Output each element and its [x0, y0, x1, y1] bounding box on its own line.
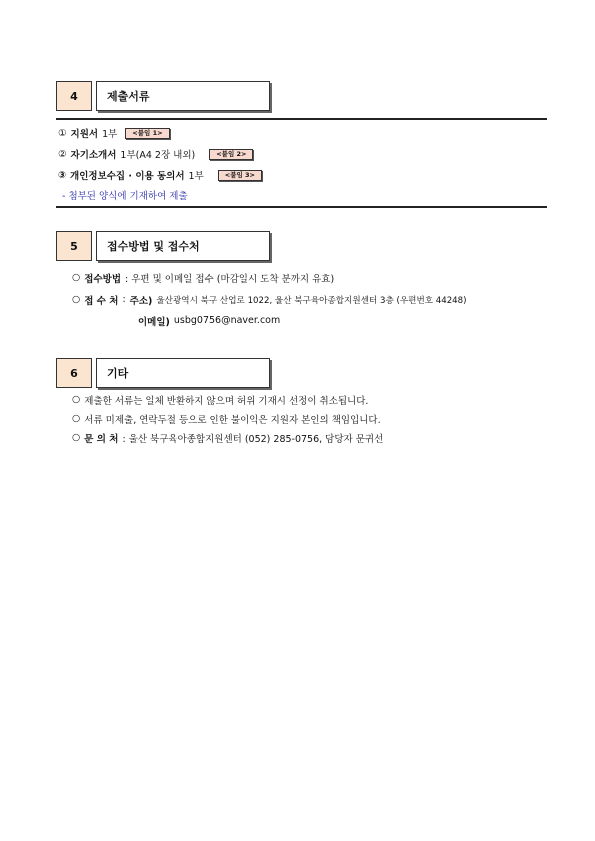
- attachment-tag: <붙임 3>: [218, 170, 262, 181]
- item-name: 개인정보수집 · 이용 동의서: [70, 171, 185, 182]
- item-marker: ③: [58, 169, 67, 181]
- section-title: 접수방법 및 접수처: [96, 231, 270, 261]
- other-text: 서류 미제출, 연락두절 등으로 인한 불이익은 지원자 본인의 책임입니다.: [84, 414, 381, 426]
- document-item-3: [58, 168, 262, 182]
- item-count: 1부: [102, 129, 118, 140]
- email-label: 이메일): [138, 316, 170, 328]
- item-name: 지원서: [70, 129, 99, 140]
- section-number: 5: [56, 231, 92, 261]
- other-info-list: [72, 390, 383, 447]
- method-label: 접수방법: [84, 273, 122, 285]
- submission-info-list: [72, 268, 466, 330]
- section-title: 제출서류: [96, 81, 270, 111]
- contact-row: [72, 428, 383, 447]
- item-marker: ②: [58, 148, 67, 160]
- section-title: 기타: [96, 358, 270, 388]
- submission-note: - 첨부된 양식에 기재하여 제출: [62, 191, 188, 202]
- email-row: [72, 311, 466, 330]
- other-line-1: [72, 390, 383, 409]
- section-number: 4: [56, 81, 92, 111]
- address-value: 울산광역시 북구 산업로 1022, 울산 북구육아종합지원센터 3층 (우편번호 44248): [156, 295, 467, 306]
- bullet: ○: [72, 394, 81, 405]
- document-item-1: [58, 126, 170, 140]
- submission-method-row: [72, 268, 466, 287]
- section-4-header: [56, 81, 270, 111]
- submission-place-row: ○ 접 수 처 : 주소) 울산광역시 북구 산업로 1022, 울산 북구육아종합지원센터 3층 (우편번호 44248): [72, 294, 467, 307]
- contact-value: : 울산 북구육아종합지원센터 (052) 285-0756, 담당자 문귀선: [122, 433, 384, 445]
- divider-top: [56, 118, 547, 120]
- email-value: usbg0756@naver.com: [173, 315, 281, 326]
- section-number: 6: [56, 358, 92, 388]
- divider-bottom: [56, 206, 547, 208]
- bullet: ○: [72, 272, 81, 283]
- other-text: 제출한 서류는 일체 반환하지 않으며 허위 기재시 선정이 취소됩니다.: [84, 395, 369, 407]
- item-count: 1부(A4 2장 내외): [120, 150, 196, 161]
- bullet: ○: [72, 294, 81, 305]
- place-label: 접 수 처: [84, 295, 119, 307]
- item-count: 1부: [188, 171, 204, 182]
- item-marker: ①: [58, 127, 67, 139]
- contact-label: 문 의 처: [84, 433, 119, 445]
- bullet: ○: [72, 432, 81, 443]
- item-name: 자기소개서: [70, 150, 117, 161]
- address-label: 주소): [129, 295, 153, 307]
- bullet: ○: [72, 413, 81, 424]
- document-item-2: [58, 147, 253, 161]
- section-6-header: [56, 358, 270, 388]
- attachment-tag: <붙임 1>: [125, 128, 169, 139]
- method-value: : 우편 및 이메일 접수 (마감일시 도착 분까지 유효): [125, 273, 335, 285]
- attachment-tag: <붙임 2>: [209, 149, 253, 160]
- other-line-2: [72, 409, 383, 428]
- section-5-header: [56, 231, 270, 261]
